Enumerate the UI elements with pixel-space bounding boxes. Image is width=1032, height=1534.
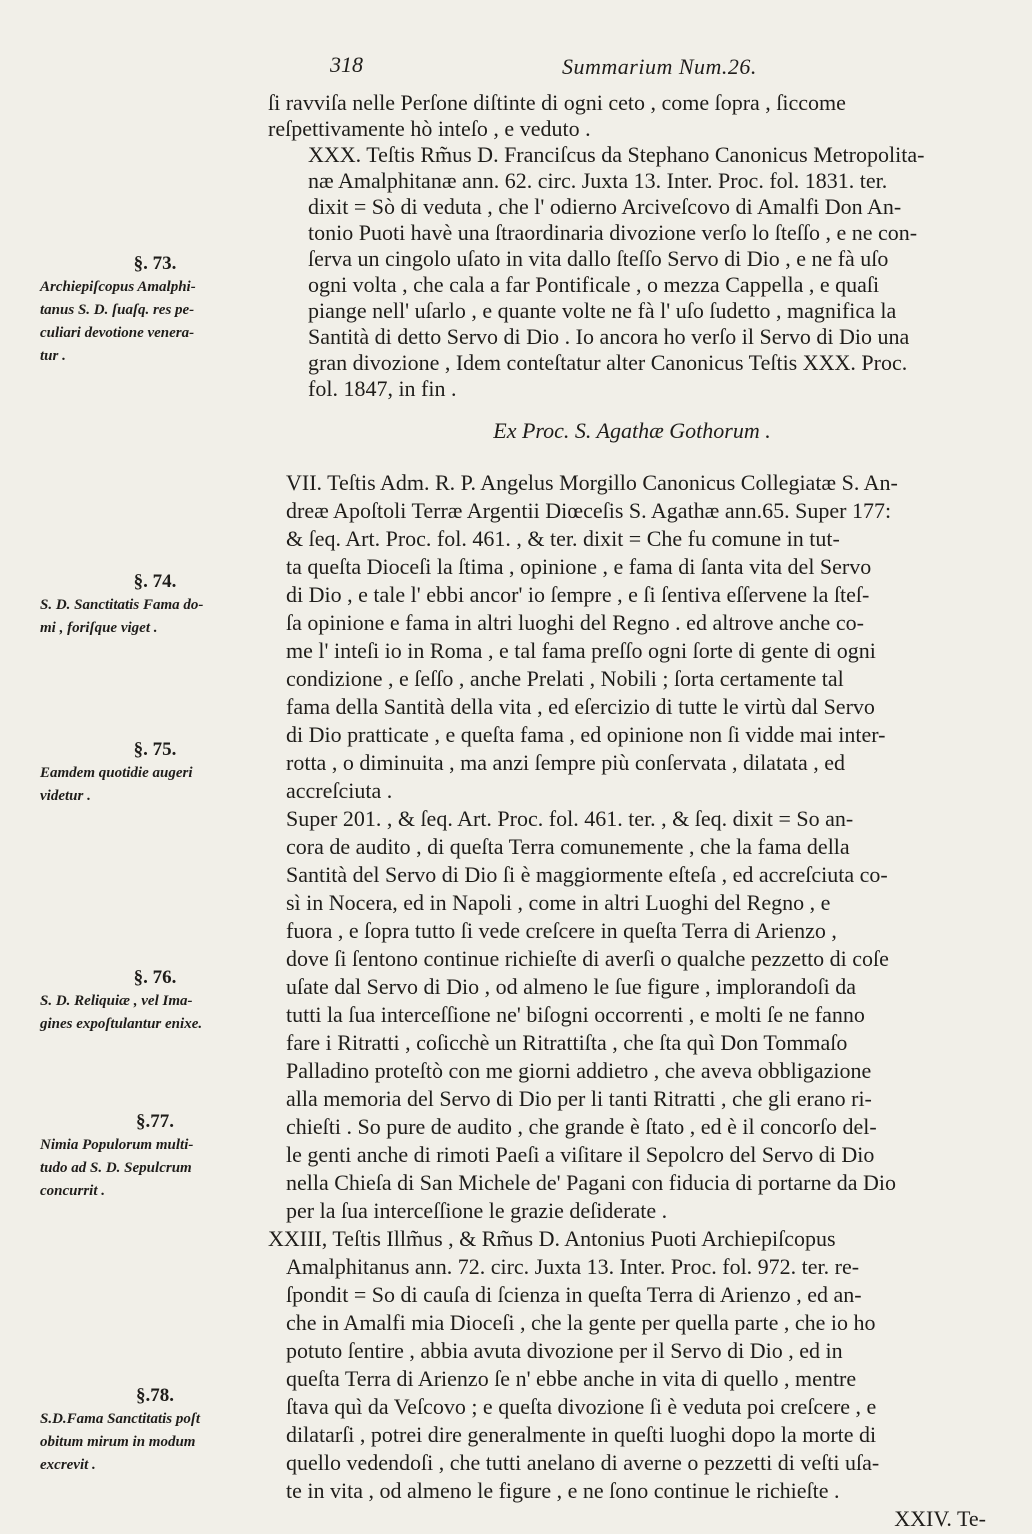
margin-note: [40, 1384, 270, 1477]
note-line: S.D.Fama Sanctitatis poſt: [40, 1411, 201, 1427]
text-line: me l' inteſi io in Roma , e tal fama preſſo ogni ſorte di gente di ogni: [286, 638, 876, 663]
catchword: XXIV. Te-: [894, 1506, 986, 1531]
text-line: nella Chieſa di San Michele de' Pagani con fiducia di portarne da Dio: [286, 1170, 896, 1195]
text-line: ta queſta Dioceſi la ſtima , opinione , e fama di ſanta vita del Servo: [286, 554, 872, 579]
text-line: ogni volta , che cala a far Pontificale , o mezza Cappella , e quaſi: [308, 272, 880, 297]
note-line: obitum mirum in modum: [40, 1434, 196, 1450]
text-line: gran divozione , Idem conteſtatur alter Canonicus Teſtis XXX. Proc.: [308, 350, 908, 375]
text-line: VII. Teſtis Adm. R. P. Angelus Morgillo Canonicus Collegiatæ S. An-: [286, 470, 898, 495]
text-line: cora de audito , di queſta Terra comunemente , che la fama della: [286, 834, 850, 859]
note-line: S. D. Sanctitatis Fama do-: [40, 597, 204, 613]
text-line: Santità del Servo di Dio ſi è maggiormente eſteſa , ed accreſciuta co-: [286, 862, 888, 887]
note-number: §. 76.: [133, 967, 177, 988]
text-line: fama della Santità della vita , ed eſercizio di tutte le virtù dal Servo: [286, 694, 875, 719]
text-line: fol. 1847, in fin .: [308, 376, 457, 401]
text-line: dove ſi ſentono continue richieſte di averſi o qualche pezzetto di coſe: [286, 946, 889, 971]
text-line: fare i Ritratti , coſicchè un Ritrattiſta , che ſta quì Don Tommaſo: [286, 1030, 848, 1055]
note-line: videtur .: [40, 788, 91, 804]
text-line: ſpondit = So di cauſa di ſcienza in queſta Terra di Arienzo , ed an-: [286, 1282, 862, 1307]
text-line: sì in Nocera, ed in Napoli , come in altri Luoghi del Regno , e: [286, 890, 831, 915]
text-line: di Dio pratticate , e queſta fama , ed opinione non ſi vidde mai inter-: [286, 722, 886, 747]
text-line: alla memoria del Servo di Dio per li tanti Ritratti , che gli erano ri-: [286, 1086, 872, 1111]
note-line: mi , foriſque viget .: [40, 620, 158, 636]
text-line: næ Amalphitanæ ann. 62. circ. Juxta 13. Inter. Proc. fol. 1831. ter.: [308, 168, 888, 193]
text-line: te in vita , od almeno le figure , e ne ſono continue le richieſte .: [286, 1478, 840, 1503]
note-line: culiari devotione venera-: [40, 325, 195, 341]
text-line: dixit = Sò di veduta , che l' odierno Arciveſcovo di Amalfi Don An-: [308, 194, 902, 219]
note-line: Nimia Populorum multi-: [40, 1137, 194, 1153]
text-line: reſpettivamente hò inteſo , e veduto .: [268, 116, 591, 141]
page-header: [330, 52, 800, 92]
note-line: tur .: [40, 348, 66, 364]
text-line: ſa opinione e fama in altri luoghi del Regno . ed altrove anche co-: [286, 610, 864, 635]
text-line: dreæ Apoſtoli Terræ Argentii Diœceſis S. Agathæ ann.65. Super 177:: [286, 498, 892, 523]
note-number: §. 75.: [133, 739, 177, 760]
text-line: ſerva un cingolo uſato in vita dallo ſteſſo Servo di Dio , e ne fà uſo: [308, 246, 889, 271]
note-line: Eamdem quotidie augeri: [40, 765, 193, 781]
text-line: XXX. Teſtis Rm̃us D. Franciſcus da Stephano Canonicus Metropolita-: [308, 142, 925, 167]
margin-note: [40, 966, 270, 1036]
text-line: che in Amalfi mia Dioceſi , che la gente per quella parte , che io ho: [286, 1310, 876, 1335]
text-line: tutti la ſua interceſſione ne' biſogni occorrenti , e molti ſe ne fanno: [286, 1002, 865, 1027]
text-line: Palladino proteſtò con me giorni addietro , che aveva obbligazione: [286, 1058, 872, 1083]
note-number: §. 73.: [133, 253, 177, 274]
note-line: gines expoſtulantur enixe.: [40, 1016, 203, 1032]
text-line: fuora , e ſopra tutto ſi vede creſcere in queſta Terra di Arienzo ,: [286, 918, 837, 943]
text-line: ſi ravviſa nelle Perſone diſtinte di ogni ceto , come ſopra , ſiccome: [268, 90, 846, 115]
text-line: Super 201. , & ſeq. Art. Proc. fol. 461. ter. , & ſeq. dixit = So an-: [286, 806, 854, 831]
note-number: §.77.: [136, 1111, 174, 1132]
page-number: 318: [330, 52, 363, 77]
text-line: accreſciuta .: [286, 778, 393, 803]
note-line: concurrit .: [40, 1183, 106, 1199]
text-line: chieſti . So pure de audito , che grande è ſtato , ed è il concorſo del-: [286, 1114, 877, 1139]
text-line: Santità di detto Servo di Dio . Io ancora ho verſo il Servo di Dio una: [308, 324, 910, 349]
text-line: tonio Puoti havè una ſtraordinaria divozione verſo lo ſteſſo , e ne con-: [308, 220, 918, 245]
text-line: Amalphitanus ann. 72. circ. Juxta 13. Inter. Proc. fol. 972. ter. re-: [286, 1254, 860, 1279]
running-head: Summarium Num.26.: [562, 54, 757, 79]
note-line: Archiepiſcopus Amalphi-: [40, 279, 196, 295]
text-line: uſate dal Servo di Dio , od almeno le ſue figure , implorandoſi da: [286, 974, 857, 999]
text-line: piange nell' uſarlo , e quante volte ne fà l' uſo ſudetto , magnifica la: [308, 298, 897, 323]
text-line: le genti anche di rimoti Paeſi a viſitare il Sepolcro del Servo di Dio: [286, 1142, 875, 1167]
text-line: condizione , e ſeſſo , anche Prelati , Nobili ; ſorta certamente tal: [286, 666, 844, 691]
note-number: §.78.: [136, 1385, 174, 1406]
text-line: XXIII, Teſtis Illm̃us , & Rm̃us D. Antonius Puoti Archiepiſcopus: [268, 1226, 836, 1251]
text-line: di Dio , e tale l' ebbi ancor' io ſempre , e ſi ſentiva eſſervene la ſteſ-: [286, 582, 870, 607]
text-line: dilatarſi , potrei dire generalmente in queſti luoghi dopo la morte di: [286, 1422, 877, 1447]
text-line: quello vedendoſi , che tutti anelano di averne o pezzetti di veſti uſa-: [286, 1450, 880, 1475]
note-number: §. 74.: [133, 571, 177, 592]
text-line: rotta , o diminuita , ma anzi ſempre più conſervata , dilatata , ed: [286, 750, 845, 775]
margin-note: [40, 570, 270, 640]
note-line: tudo ad S. D. Sepulcrum: [40, 1160, 192, 1176]
text-line: ſtava quì da Veſcovo ; e queſta divozione ſi è veduta poi creſcere , e: [286, 1394, 877, 1419]
note-line: excrevit .: [40, 1457, 96, 1473]
margin-note: [40, 738, 270, 808]
note-line: tanus S. D. ſuaſq. res pe-: [40, 302, 195, 318]
margin-note: [40, 1110, 270, 1203]
margin-note: [40, 252, 270, 368]
text-line: per la ſua interceſſione le grazie deſiderate .: [286, 1198, 668, 1223]
text-line: & ſeq. Art. Proc. fol. 461. , & ter. dixit = Che fu comune in tut-: [286, 526, 840, 551]
text-line: queſta Terra di Arienzo ſe n' ebbe anche in vita di quello , mentre: [286, 1366, 857, 1391]
note-line: S. D. Reliquiæ , vel Ima-: [40, 993, 193, 1009]
text-line: potuto ſentire , abbia avuta divozione per il Servo di Dio , ed in: [286, 1338, 843, 1363]
section-heading: Ex Proc. S. Agathæ Gothorum .: [493, 418, 771, 443]
